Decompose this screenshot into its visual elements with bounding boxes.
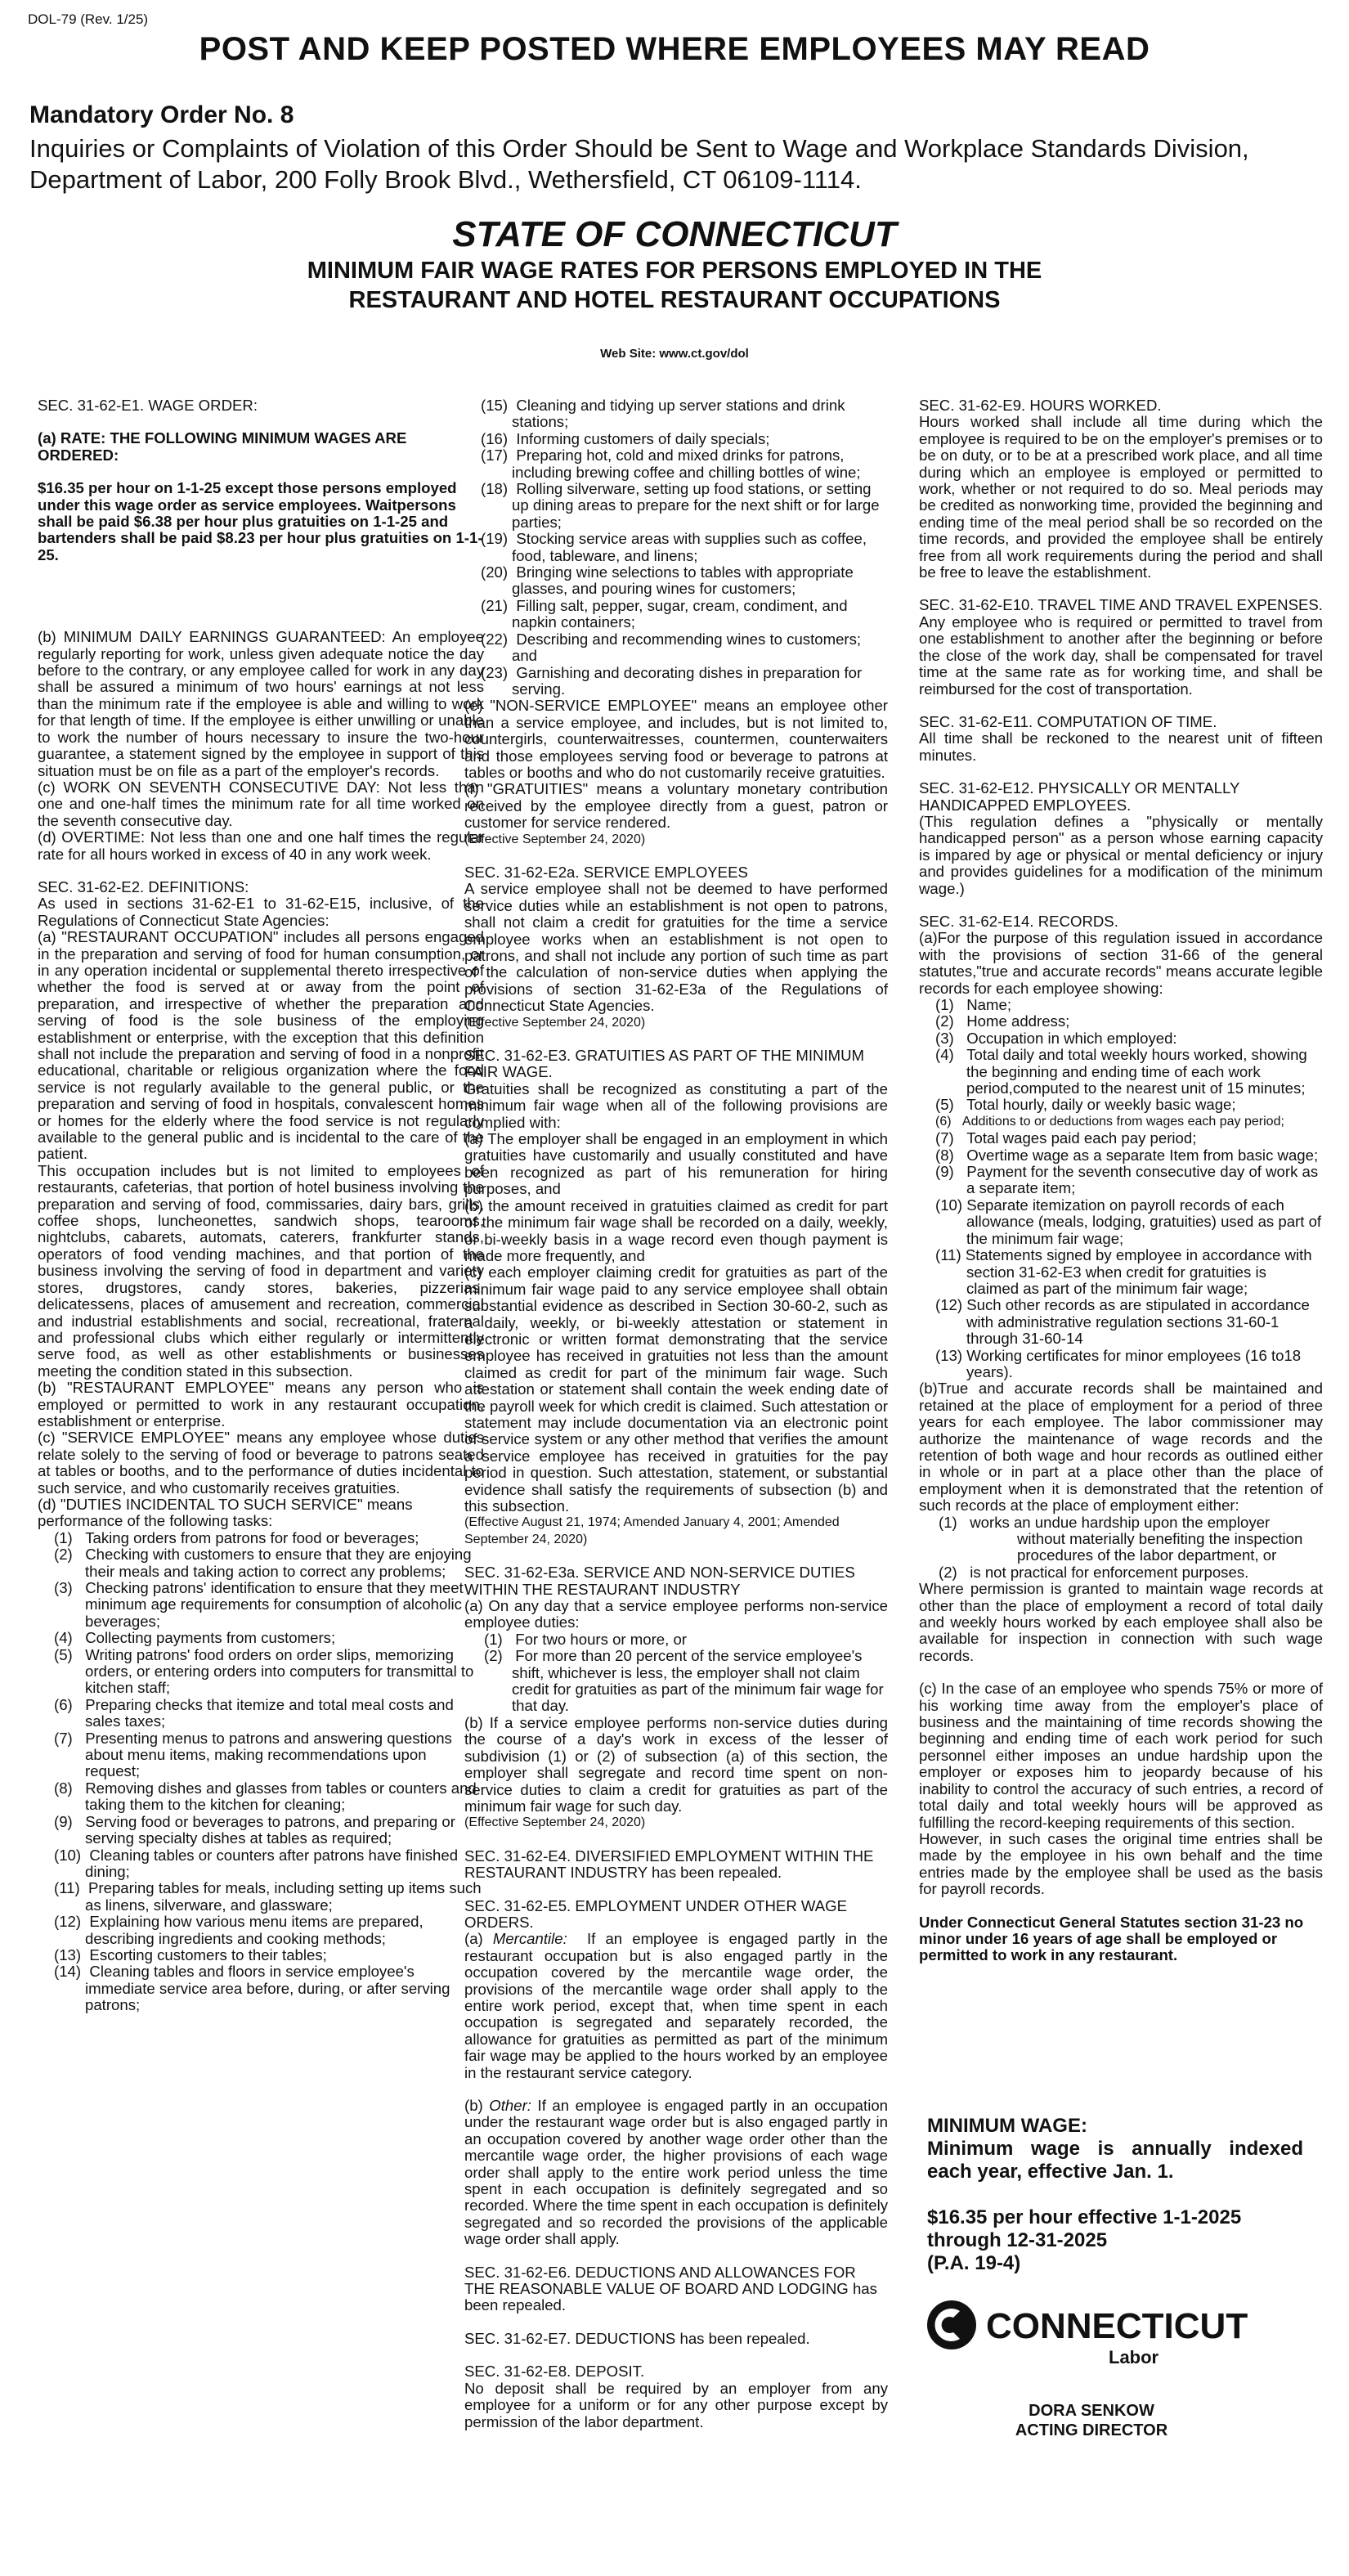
item-number: (12) (54, 1913, 82, 1931)
list-item (38, 1730, 484, 1780)
duties-list-part-1 (38, 1530, 484, 2014)
item-text: Cleaning and tidying up server stations and drink stations; (512, 397, 845, 431)
list-item (38, 1914, 484, 1947)
sec-e7: SEC. 31-62-E7. DEDUCTIONS has been repealed. (464, 2329, 810, 2347)
sec-e2-b: (b) "RESTAURANT EMPLOYEE" means any person who is employed or permitted to work in any restaurant occupation, establishment or enterprise. (38, 1379, 484, 1429)
ct-labor-logo (924, 2298, 1308, 2368)
item-number: (8) (935, 1146, 954, 1164)
sec-e3-intro: Gratuities shall be recognized as constituting a part of the minimum fair wage when all of the following provisions are complied with: (464, 1079, 888, 1131)
item-number: (19) (481, 530, 509, 548)
sec-e14-b: (b)True and accurate records shall be maintained and retained at the place of employment for a period of three years for each employee. The labor commissioner may authorize the maintenance of wage records and the retention of both wage and hour records as outlined either in whole or in part at a place other than the place of employment when it is demonstrated that the retention of such records at the place of employment either: (919, 1380, 1323, 1515)
duties-list-part-2 (464, 397, 888, 698)
logo-sub: Labor (1109, 2347, 1159, 2367)
list-item (38, 1546, 484, 1580)
list-item (38, 1697, 484, 1730)
list-item (464, 665, 888, 698)
sec-e2-e: (e) "NON-SERVICE EMPLOYEE" means an employee other than a service employee, and includes, but is not limited to, countergirls, counterwaitresses, countermen, counterwaiters and those employees serving food or beverage to patrons at tables or booths and who do not customarily receive gratuities. (464, 697, 888, 781)
item-number: (7) (54, 1729, 73, 1747)
item-text: Explaining how various menu items are prepared, describing ingredients and cooking methods; (85, 1913, 424, 1947)
item-number: (3) (935, 1029, 954, 1047)
sec-e14-title: SEC. 31-62-E14. RECORDS. (919, 912, 1118, 930)
item-number: (4) (54, 1629, 73, 1647)
item-text: Taking orders from patrons for food or beverages; (85, 1528, 419, 1546)
list-item (38, 1847, 484, 1881)
item-number: (2) (54, 1546, 73, 1564)
item-text: Home address; (966, 1012, 1070, 1030)
effective-date: (Effective September 24, 2020) (464, 1815, 646, 1830)
item-text: Removing dishes and glasses from tables or counters and taking them to the kitchen for cleaning; (85, 1779, 477, 1814)
item-text: Stocking service areas with supplies such as coffee, food, tableware, and linens; (512, 530, 867, 564)
item-number: (12) (935, 1296, 963, 1314)
item-text: Cleaning tables or counters after patrons have finished dining; (85, 1846, 459, 1880)
item-number: (3) (54, 1579, 73, 1596)
item-number: (14) (54, 1963, 82, 1981)
website-link[interactable]: Web Site: www.ct.gov/dol (600, 347, 749, 361)
sec-e1-b: (b) MINIMUM DAILY EARNINGS GUARANTEED: An employee regularly reporting for work, unless given adequate notice the day before to the contrary, or any employee called for work in any day shall be assured a minimum of two hours' earnings at not less than the minimum rate if the employee is able and willing to work for that length of time. If the employee is either unwilling or unable to work the number of hours necessary to insure the two-hour guarantee, a statement signed by the employee in support of this situation must be on file as a part of the employer's records. (38, 628, 484, 779)
sec-e3-title: SEC. 31-62-E3. GRATUITIES AS PART OF THE MINIMUM FAIR WAGE. (464, 1047, 865, 1081)
minimum-wage-text: Minimum wage is annually indexed each year, effective Jan. 1. (927, 2138, 1303, 2183)
item-text: Cleaning tables and floors in service employee's immediate service area before, during, or after serving patrons; (85, 1963, 450, 2014)
effective-date: (Effective September 24, 2020) (464, 832, 646, 846)
item-text: Checking with customers to ensure that they are enjoying their meals and taking action to correct any problems; (85, 1546, 472, 1580)
item-number: (17) (481, 447, 509, 464)
list-item (38, 1630, 484, 1646)
list-item-continued: without materially benefiting the inspection procedures of the labor department, or (1017, 1530, 1303, 1564)
sec-e11-text: All time shall be reckoned to the nearest unit of fifteen minutes. (919, 729, 1323, 764)
item-number: (1) (484, 1630, 503, 1648)
sec-e1-a-title (38, 430, 484, 464)
sec-e2-f: (f) "GRATUITIES" means a voluntary monetary contribution received by the employee directly from a guest, patron or customer for service rendered. (464, 780, 888, 832)
item-number: (10) (935, 1196, 963, 1214)
item-number: (9) (54, 1812, 73, 1830)
item-number: (5) (54, 1645, 73, 1663)
item-text: Bringing wine selections to tables with appropriate glasses, and pouring wines for customers; (512, 563, 854, 598)
list-item (919, 1564, 1323, 1581)
list-item (464, 447, 888, 481)
sec-e14-c-continued: However, in such cases the original time entries shall be made by the employee in his own behalf and the time entries made by the employee shall be used as the basis for payroll records. (919, 1829, 1323, 1898)
sec-e10-title: SEC. 31-62-E10. TRAVEL TIME AND TRAVEL EXPENSES. (919, 596, 1323, 614)
subtitle-line-1: MINIMUM FAIR WAGE RATES FOR PERSONS EMPLOYED IN THE (307, 258, 1042, 284)
item-number: (10) (54, 1846, 82, 1864)
item-text: Separate itemization on payroll records of each allowance (meals, lodging, gratuities) used as part of the minimum fair wage; (966, 1196, 1322, 1247)
item-number: (1) (939, 1513, 957, 1531)
item-number: (13) (54, 1945, 82, 1963)
sec-e8-title: SEC. 31-62-E8. DEPOSIT. (464, 2363, 645, 2381)
sec-e2-intro: As used in sections 31-62-E1 to 31-62-E15, inclusive, of the Regulations of Connecticut State Agencies: (38, 895, 484, 929)
list-item (464, 1648, 888, 1715)
item-text: Filling salt, pepper, sugar, cream, condiment, and napkin containers; (512, 596, 848, 631)
item-text: works an undue hardship upon the employer (970, 1513, 1271, 1531)
item-number: (21) (481, 596, 509, 614)
sec-e2-a: (a) "RESTAURANT OCCUPATION" includes all persons engaged in the preparation and serving of food for human consumption, or in any operation incidental or supplemental thereto irrespective of whether the food is served at or away from the point of preparation, and irrespective of whether the preparation and serving of food is the sole business of the employing establishment or enterprise, with the exception that this definition shall not include the preparation and serving of food in a nonprofit educational, charitable or religious organization where the food service is not regularly available to the general public, or the preparation and serving of food in hospitals, convalescent homes or homes for the elderly where the food service is not regularly available to the general public and is incidental to the care of the patient. (38, 928, 484, 1163)
item-number: (20) (481, 563, 509, 581)
item-text: Informing customers of daily specials; (516, 429, 770, 447)
sec-e6: SEC. 31-62-E6. DEDUCTIONS AND ALLOWANCES FOR THE REASONABLE VALUE OF BOARD AND LODGING has been repealed. (464, 2263, 877, 2314)
sec-e9-text: Hours worked shall include all time during which the employee is required to be on the employer's premises or to be on duty, or to be at a prescribed work place, and all time during which an employee is employed or permitted to work, whether or not required to do so. Meal periods may be credited as nonworking time, provided the beginning and ending time of the meal period shall be so recorded on the time records, and provided the employee shall be entirely free from all work requirements during the period and shall be free to leave the establishment. (919, 413, 1323, 581)
list-item (464, 531, 888, 564)
item-text: Total daily and total weekly hours worked, showing the beginning and ending time of each work period,computed to the nearest unit of 15 minutes; (966, 1046, 1307, 1097)
list-item (919, 1515, 1323, 1531)
sec-e14-a: (a)For the purpose of this regulation issued in accordance with the provisions of section 31-66 of the general statutes,"true and accurate records" means accurate legible records for each employee showing: (919, 929, 1323, 997)
item-text: Preparing tables for meals, including setting up items such as linens, silverware, and glassware; (85, 1879, 482, 1914)
inquiry-instructions: Inquiries or Complaints of Violation of this Order Should be Sent to Wage and Workplace Standards Division, Department of Labor, 200 Folly Brook Blvd., Wethersfield, CT 06109-1114. (29, 134, 1249, 194)
list-item (38, 1880, 484, 1914)
list-item (919, 1114, 1323, 1130)
signer-title: ACTING DIRECTOR (1015, 2421, 1168, 2439)
sec-e11-title: SEC. 31-62-E11. COMPUTATION OF TIME. (919, 712, 1217, 730)
logo-name: CONNECTICUT (986, 2306, 1248, 2346)
item-text: Garnishing and decorating dishes in preparation for serving. (512, 663, 863, 698)
sec-e5-b: (b) Other: If an employee is engaged partly in an occupation under the restaurant wage order but is also engaged partly in an occupation covered by another wage order other than the mercantile wage order, the higher provisions of each wage order shall apply to the entire work period unless the time spent in each occupation is definitely segregated and so recorded. Where the time spent in each occupation is definitely segregated and so recorded the provisions of the applicable wage order shall apply. (464, 2097, 889, 2248)
sec-e4: SEC. 31-62-E4. DIVERSIFIED EMPLOYMENT WITHIN THE RESTAURANT INDUSTRY has been repealed. (464, 1847, 874, 1882)
item-text: Preparing hot, cold and mixed drinks for patrons, including brewing coffee and chilling bottles of wine; (512, 447, 861, 481)
list-item (919, 1030, 1323, 1047)
effective-date: (Effective September 24, 2020) (464, 1015, 646, 1030)
state-title: STATE OF CONNECTICUT (452, 214, 897, 254)
sec-e5-a-label: Mercantile: (492, 1930, 567, 1948)
list-item (919, 1297, 1323, 1347)
sec-e2-title: SEC. 31-62-E2. DEFINITIONS: (38, 877, 249, 895)
list-item (919, 1247, 1323, 1297)
sec-e12-title: SEC. 31-62-E12. PHYSICALLY OR MENTALLY HANDICAPPED EMPLOYEES. (919, 779, 1240, 814)
column-2 (464, 397, 888, 2430)
item-text: For more than 20 percent of the service employee's shift, whichever is less, the employer shall not claim credit for gratuities as part of the minimum fair wage for that day. (512, 1647, 884, 1715)
list-item (38, 1530, 484, 1546)
records-list (919, 997, 1323, 1380)
sec-e1-a-prefix: (a) (38, 429, 61, 447)
sec-e2-c: (c) "SERVICE EMPLOYEE" means any employee whose duties relate solely to the serving of food or beverage to patrons seated at tables or booths, and to the performance of duties incidental to such service, and who customarily receives gratuities. (38, 1429, 484, 1497)
sec-e3-b: (b) the amount received in gratuities claimed as credit for part of the minimum fair wage shall be recorded on a daily, weekly, or bi-weekly basis in a wage record even though payment is made more frequently, and (464, 1196, 888, 1264)
item-text: Name; (966, 996, 1011, 1013)
item-text: Preparing checks that itemize and total meal costs and sales taxes; (85, 1695, 454, 1730)
minor-statute: Under Connecticut General Statutes section 31-23 no minor under 16 years of age shall be employed or permitted to work in any restaurant. (919, 1913, 1304, 1964)
item-text: Occupation in which employed: (966, 1029, 1177, 1047)
list-item (38, 1780, 484, 1814)
post-notice-heading: POST AND KEEP POSTED WHERE EMPLOYEES MAY READ (199, 31, 1150, 67)
item-number: (1) (54, 1528, 73, 1546)
list-item (919, 1013, 1323, 1030)
item-text: Describing and recommending wines to customers; and (512, 630, 862, 665)
item-number: (4) (935, 1046, 954, 1064)
list-item (38, 1963, 484, 2013)
item-number: (2) (935, 1012, 954, 1030)
item-text: Working certificates for minor employees (16 to18 years). (966, 1346, 1302, 1380)
sec-e14-c: (c) In the case of an employee who spends 75% or more of his working time away from the employer's place of business and the maintaining of time records showing the beginning and ending time of each work period for such personnel either imposes an undue hardship upon the employer or exposes him to jeopardy because of his inability to control the accuracy of such entries, a record of total daily and total weekly hours will be approved as fulfilling the record-keeping requirements of this section. (919, 1680, 1323, 1831)
sec-e3a-b: (b) If a service employee performs non-service duties during the course of a day's work in excess of the lesser of subdivision (1) or (2) of subsection (a) of this section, the employer shall segregate and record time spent on non-service duties to claim a credit for gratuities as part of the minimum fair wage for such day. (464, 1713, 888, 1815)
sec-e14-b-permission: Where permission is granted to maintain wage records at other than the place of employment a record of total daily and weekly hours worked by each employee shall also be available for inspection in connection with such wage records. (919, 1580, 1323, 1664)
item-number: (16) (481, 429, 509, 447)
sec-e8-text: No deposit shall be required by an employer from any employee for a uniform or for any other purpose except by permission of the labor department. (464, 2379, 888, 2430)
list-item (464, 631, 888, 665)
list-item (919, 1147, 1323, 1164)
sec-e3-a: (a) The employer shall be engaged in an employment in which gratuities have customarily and usually constituted and have been recognized as part of his remuneration for hiring purposes, and (464, 1130, 888, 1198)
item-text: Writing patrons' food orders on order slips, memorizing orders, or entering orders into computers for transmittal to kitchen staff; (85, 1645, 474, 1697)
item-text: Additions to or deductions from wages each pay period; (961, 1114, 1284, 1129)
sec-e1-title: SEC. 31-62-E1. WAGE ORDER: (38, 397, 258, 414)
sec-e1-d: (d) OVERTIME: Not less than one and one half times the regular rate for all hours worked in excess of 40 in any work week. (38, 828, 484, 863)
item-text: Such other records as are stipulated in accordance with administrative regulation sections 31-60-1 through 31-60-14 (966, 1296, 1310, 1348)
item-text: Total wages paid each pay period; (966, 1129, 1197, 1147)
sec-e10-text: Any employee who is required or permitted to travel from one establishment to another after the beginning or before the close of the work day, shall be compensated for travel time at the same rate as for working time, and shall be reimbursed for the cost of transportation. (919, 613, 1323, 698)
list-item (464, 481, 888, 531)
list-item (464, 431, 888, 447)
sec-e1-c: (c) WORK ON SEVENTH CONSECUTIVE DAY: Not less than one and one-half times the minimum rate for all time worked on the seventh consecutive day. (38, 778, 484, 829)
sec-e2a-text: A service employee shall not be deemed to have performed service duties while an establishment is not open to patrons, shall not claim a credit for gratuities for the time a service employee works when an establishment is not open to patrons, and shall not include any portion of such time as part of the calculation of non-service duties when applying the provisions of section 31-62-E3a of the Regulations of Connecticut State Agencies. (464, 880, 888, 1015)
list-item (919, 1047, 1323, 1097)
sec-e5-a: (a) Mercantile: If an employee is engaged partly in the restaurant occupation but is also engaged partly in the occupation covered by the mercantile wage order, the provisions of the mercantile wage order shall apply to the entire work period, except that, when time spent in each occupation is segregated and separately recorded, the allowance for gratuities as permitted as part of the minimum fair wage may be applied to the hours worked by an employee in the restaurant service category. (464, 1930, 888, 2081)
item-number: (1) (935, 996, 954, 1013)
item-text: Serving food or beverages to patrons, and preparing or serving specialty dishes at tables as required; (85, 1812, 455, 1847)
list-item (38, 1814, 484, 1847)
signature-block (940, 2401, 1243, 2440)
item-text: Overtime wage as a separate Item from basic wage; (966, 1146, 1319, 1164)
list-item (919, 1348, 1323, 1381)
minimum-wage-box (927, 2115, 1303, 2275)
item-number: (22) (481, 630, 509, 648)
list-item (919, 1130, 1323, 1147)
sec-e5-title: SEC. 31-62-E5. EMPLOYMENT UNDER OTHER WAGE ORDERS. (464, 1896, 848, 1931)
subtitle-line-2: RESTAURANT AND HOTEL RESTAURANT OCCUPATIONS (348, 287, 1001, 313)
sec-e2-a-continued: This occupation includes but is not limited to employees of restaurants, cafeterias, that portion of hotel business involving the preparation and serving of food, commissaries, dairy bars, grills, coffee shops, luncheonettes, sandwich shops, tearooms, nightclubs, cabarets, automats, caterers, frankfurter stands, operators of food vending machines, and that portion of the business involving the serving of food in department and variety stores, drugstores, candy stores, bakeries, pizzerias, delicatessens, places of amusement and recreation, commercial and industrial establishments and social, recreational, fraternal and professional clubs which either regularly or intermittently serve food, as well as other establishments or businesses meeting the condition stated in this subsection. (38, 1161, 484, 1380)
minimum-wage-period: through 12-31-2025 (927, 2229, 1108, 2251)
sec-e2a-title: SEC. 31-62-E2a. SERVICE EMPLOYEES (464, 863, 748, 881)
item-number: (8) (54, 1779, 73, 1797)
item-text: Presenting menus to patrons and answering questions about menu items, making recommendations upon request; (85, 1729, 452, 1780)
item-number: (2) (939, 1563, 957, 1581)
item-number: (2) (484, 1647, 503, 1665)
list-item (919, 1097, 1323, 1113)
item-number: (11) (54, 1879, 80, 1897)
sec-e9-title: SEC. 31-62-E9. HOURS WORKED. (919, 397, 1162, 414)
sec-e5-b-label: Other: (489, 2097, 531, 2114)
item-number: (6) (935, 1114, 952, 1129)
list-item (464, 397, 888, 431)
ct-logo-icon (924, 2298, 1308, 2368)
item-text: Statements signed by employee in accordance with section 31-62-E3 when credit for gratuities is claimed as part of the minimum fair wage; (965, 1246, 1312, 1297)
item-number: (13) (935, 1346, 963, 1364)
sec-e12-text: (This regulation defines a "physically or mentally handicapped person" as a person whose earning capacity is impared by age or physical or mental deficiency or injury and provides guidelines for a modification of the minimum wage.) (919, 812, 1323, 897)
list-item (919, 997, 1323, 1013)
item-number: (11) (935, 1246, 961, 1264)
list-item (919, 1164, 1323, 1197)
item-text: is not practical for enforcement purposes. (970, 1563, 1249, 1581)
sec-e1-a-heading: RATE: THE FOLLOWING MINIMUM WAGES ARE ORDERED: (38, 429, 407, 464)
order-subtitle (0, 256, 1349, 315)
list-item (464, 1631, 888, 1648)
item-number: (15) (481, 397, 509, 414)
list-item (464, 598, 888, 631)
list-item (38, 1647, 484, 1697)
signer-name: DORA SENKOW (1029, 2402, 1154, 2420)
column-1 (38, 397, 484, 2014)
item-number: (9) (935, 1163, 954, 1181)
sec-e3-c: (c) each employer claiming credit for gratuities as part of the minimum fair wage paid to any service employee shall obtain substantial evidence as described in Section 30-60-2, such as a daily, weekly, or bi-weekly attestation or statement in electronic or written format demonstrating that the service employee has received in gratuities not less than the amount claimed as credit for part of the minimum fair wage. Such attestation or statement shall contain the week ending date of the payroll week for which credit is claimed. Such attestation or statement may include documentation via an electronic point of service system or any other method that verifies the amount a service employee has received in gratuities for the pay period in question. Such attestation, statement, or substantial evidence shall satisfy the requirements of subsection (b) and this subsection. (464, 1263, 888, 1515)
item-text: Collecting payments from customers; (85, 1629, 336, 1647)
column-3 (919, 397, 1323, 1964)
item-number: (18) (481, 480, 509, 498)
list-item (38, 1947, 484, 1963)
item-text: Total hourly, daily or weekly basic wage; (966, 1096, 1236, 1114)
minimum-wage-rate: $16.35 per hour effective 1-1-2025 (927, 2206, 1242, 2228)
item-text: Rolling silverware, setting up food stations, or setting up dining areas to prepare for the next shift or for large parties; (512, 480, 880, 531)
item-text: Payment for the seventh consecutive day of work as a separate item; (966, 1163, 1319, 1197)
list-item (919, 1197, 1323, 1247)
sec-e3a-title: SEC. 31-62-E3a. SERVICE AND NON-SERVICE DUTIES WITHIN THE RESTAURANT INDUSTRY (464, 1564, 855, 1598)
list-item (38, 1580, 484, 1630)
form-number: DOL-79 (Rev. 1/25) (28, 11, 149, 27)
minimum-wage-heading: MINIMUM WAGE: (927, 2115, 1087, 2137)
item-text: For two hours or more, or (515, 1630, 687, 1648)
effective-date: (Effective August 21, 1974; Amended January 4, 2001; Amended September 24, 2020) (464, 1515, 840, 1546)
order-number: Mandatory Order No. 8 (29, 101, 294, 128)
sec-e2-d: (d) "DUTIES INCIDENTAL TO SUCH SERVICE" means performance of the following tasks: (38, 1495, 413, 1530)
item-number: (6) (54, 1695, 73, 1713)
sec-e5-a-text: If an employee is engaged partly in the restaurant occupation but is also engaged partly in the occupation covered by the mercantile wage order, the provisions of the mercantile wage order shall apply to the entire work period, except that, when time spent in each occupation is segregated and separately recorded, the allowance for gratuities as permitted as part of the minimum fair wage may be applied to the hours worked by an employee in the restaurant service category. (464, 1930, 888, 2081)
item-text: Escorting customers to their tables; (89, 1945, 327, 1963)
item-number: (5) (935, 1096, 954, 1114)
sec-e3a-a: (a) On any day that a service employee performs non-service employee duties: (464, 1597, 888, 1631)
sec-e5-b-text: If an employee is engaged partly in an occupation under the restaurant wage order but is also engaged partly in an occupation covered by another wage order other than the mercantile wage order, the higher provisions of each wage order shall apply to the entire work period unless the time spent in each occupation is definitely segregated and so recorded. Where the time spent in each occupation is definitely segregated and so recorded the provisions of the applicable wage order shall apply. (464, 2097, 889, 2248)
public-act: (P.A. 19-4) (927, 2252, 1021, 2274)
list-item (464, 564, 888, 598)
sec-e1-a-rate: $16.35 per hour on 1-1-25 except those persons employed under this wage order as service employees. Waitpersons shall be paid $6.38 per hour plus gratuities on 1-1-25 and bartenders shall be paid $8.23 per hour plus gratuities on 1-1-25. (38, 479, 483, 563)
item-number: (7) (935, 1129, 954, 1147)
item-text: Checking patrons' identification to ensure that they meet minimum age requirements for consumption of alcoholic beverages; (85, 1579, 464, 1630)
item-number: (23) (481, 663, 509, 681)
